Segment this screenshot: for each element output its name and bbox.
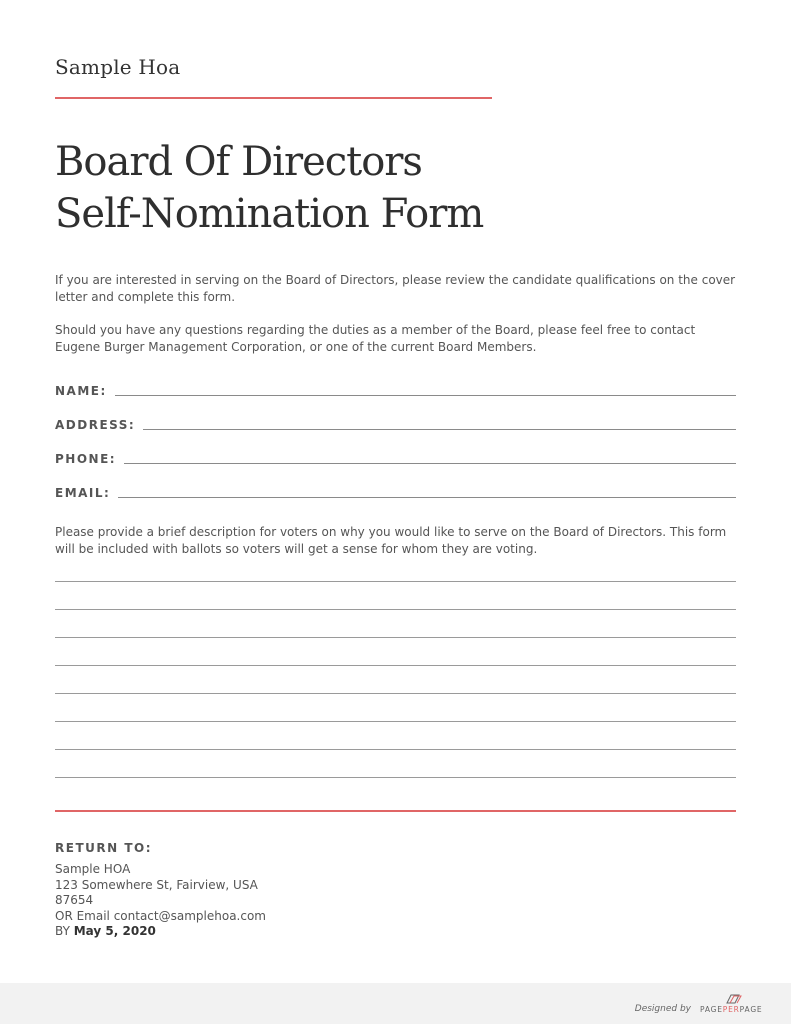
deadline-date: May 5, 2020 bbox=[73, 924, 156, 939]
deadline-prefix: BY bbox=[55, 924, 70, 939]
header-divider bbox=[55, 97, 492, 99]
return-address bbox=[55, 862, 266, 940]
title-line-2: Self-Nomination Form bbox=[55, 191, 484, 237]
description-writing-line[interactable] bbox=[55, 777, 736, 778]
description-writing-line[interactable] bbox=[55, 609, 736, 610]
phone-field[interactable] bbox=[55, 448, 736, 466]
email-input-line[interactable] bbox=[118, 497, 736, 498]
email-field[interactable] bbox=[55, 482, 736, 500]
section-divider bbox=[55, 810, 736, 812]
description-writing-line[interactable] bbox=[55, 665, 736, 666]
pageperpage-wordmark: PAGEPERPAGE bbox=[700, 1005, 763, 1014]
name-label: NAME: bbox=[55, 384, 107, 398]
pageperpage-logo bbox=[700, 993, 764, 1019]
description-writing-line[interactable] bbox=[55, 693, 736, 694]
return-street: 123 Somewhere St, Fairview, USA bbox=[55, 877, 258, 892]
return-email: OR Email contact@samplehoa.com bbox=[55, 908, 266, 923]
intro-paragraph-1: If you are interested in serving on the Board of Directors, please review the candidate qualifications on the cover letter and complete this form. bbox=[55, 273, 736, 304]
email-label: EMAIL: bbox=[55, 486, 111, 500]
return-zip: 87654 bbox=[55, 893, 94, 908]
return-deadline bbox=[55, 924, 266, 940]
description-prompt: Please provide a brief description for voters on why you would like to serve on the Board of Directors. This form will be included with ballots so voters will get a sense for whom they are voting. bbox=[55, 525, 727, 556]
phone-label: PHONE: bbox=[55, 452, 117, 466]
name-field[interactable] bbox=[55, 380, 736, 398]
address-field[interactable] bbox=[55, 414, 736, 432]
description-writing-line[interactable] bbox=[55, 581, 736, 582]
phone-input-line[interactable] bbox=[124, 463, 736, 464]
designed-by-label: Designed by bbox=[634, 1004, 691, 1014]
description-writing-line[interactable] bbox=[55, 637, 736, 638]
name-input-line[interactable] bbox=[115, 395, 736, 396]
intro-paragraph-2: Should you have any questions regarding the duties as a member of the Board, please feel free to contact Eugene Burger Management Corporation, or one of the current Board Members. bbox=[55, 323, 696, 354]
description-writing-line[interactable] bbox=[55, 721, 736, 722]
page-title bbox=[55, 136, 483, 240]
return-name: Sample HOA bbox=[55, 862, 131, 876]
return-to-heading: RETURN TO: bbox=[55, 841, 153, 855]
title-line-1: Board Of Directors bbox=[55, 139, 422, 185]
description-writing-line[interactable] bbox=[55, 749, 736, 750]
address-label: ADDRESS: bbox=[55, 418, 136, 432]
pages-icon bbox=[724, 993, 742, 1005]
organization-name: Sample Hoa bbox=[55, 55, 181, 79]
address-input-line[interactable] bbox=[143, 429, 736, 430]
